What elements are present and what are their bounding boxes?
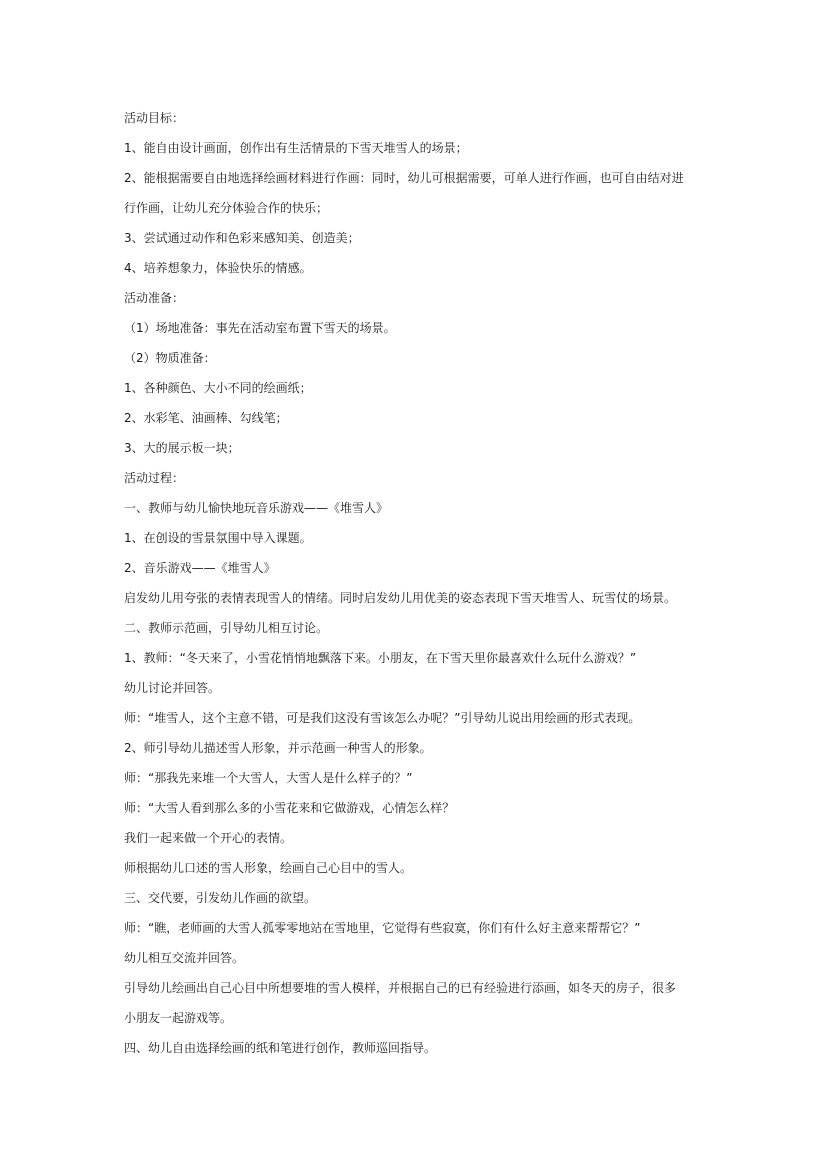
process-2-teacher-drawing: 师根据幼儿口述的雪人形象，绘画自己心目中的雪人。 (124, 861, 413, 875)
material-item-1: 1、各种颜色、大小不同的绘画纸； (124, 381, 312, 395)
process-2-expression: 我们一起来做一个开心的表情。 (124, 831, 293, 845)
process-1-description: 启发幼儿用夸张的表情表现雪人的情绪。同时启发幼儿用优美的姿态表现下雪天堆雪人、玩雪仗的场景。 (124, 591, 677, 605)
process-section-1: 一、教师与幼儿愉快地玩音乐游戏——《堆雪人》 (124, 501, 389, 515)
heading-activity-process: 活动过程： (124, 471, 185, 485)
process-3-teacher-line: 师：“瞧，老师画的大雪人孤零零地站在雪地里，它觉得有些寂寞，你们有什么好主意来帮帮它？” (124, 921, 641, 935)
material-item-3: 3、大的展示板一块； (124, 441, 240, 455)
process-2-children-answer: 幼儿讨论并回答。 (124, 681, 221, 695)
process-2-teacher-line-3: 师：“大雪人看到那么多的小雪花来和它做游戏，心情怎么样？ (124, 801, 455, 815)
goal-item-2-continued: 行作画，让幼儿充分体验合作的快乐； (124, 201, 329, 215)
process-2-teacher-line-1: 师：“堆雪人，这个主意不错，可是我们这没有雪该怎么办呢？”引导幼儿说出用绘画的形式表现。 (124, 711, 641, 725)
process-2-step-1: 1、教师：“冬天来了，小雪花悄悄地飘落下来。小朋友，在下雪天里你最喜欢什么玩什么游戏？” (124, 651, 637, 665)
process-3-guidance-continued: 小朋友一起游戏等。 (124, 1011, 233, 1025)
process-1-step-1: 1、在创设的雪景氛围中导入课题。 (124, 531, 312, 545)
process-section-3: 三、交代要，引发幼儿作画的欲望。 (124, 891, 317, 905)
process-2-teacher-line-2: 师：“那我先来堆一个大雪人，大雪人是什么样子的？” (124, 771, 413, 785)
prep-venue: （1）场地准备：事先在活动室布置下雪天的场景。 (124, 321, 396, 335)
process-3-children-answer: 幼儿相互交流并回答。 (124, 951, 245, 965)
heading-activity-preparation: 活动准备： (124, 291, 185, 305)
process-section-4: 四、幼儿自由选择绘画的纸和笔进行创作，教师巡回指导。 (124, 1041, 437, 1055)
goal-item-1: 1、能自由设计画面，创作出有生活情景的下雪天堆雪人的场景； (124, 141, 468, 155)
process-section-2: 二、教师示范画，引导幼儿相互讨论。 (124, 621, 329, 635)
process-2-step-2: 2、师引导幼儿描述雪人形象，并示范画一种雪人的形象。 (124, 741, 432, 755)
goal-item-2: 2、能根据需要自由地选择绘画材料进行作画：同时，幼儿可根据需要，可单人进行作画，也可自由结对进 (124, 171, 684, 185)
process-3-guidance: 引导幼儿绘画出自己心目中所想要堆的雪人模样，并根据自己的已有经验进行添画，如冬天的房子，很多 (124, 981, 677, 995)
prep-materials: （2）物质准备： (124, 351, 216, 365)
goal-item-3: 3、尝试通过动作和色彩来感知美、创造美； (124, 231, 360, 245)
goal-item-4: 4、培养想象力，体验快乐的情感。 (124, 261, 312, 275)
process-1-step-2: 2、音乐游戏——《堆雪人》 (124, 561, 276, 575)
heading-activity-goals: 活动目标： (124, 111, 185, 125)
material-item-2: 2、水彩笔、油画棒、勾线笔； (124, 411, 288, 425)
